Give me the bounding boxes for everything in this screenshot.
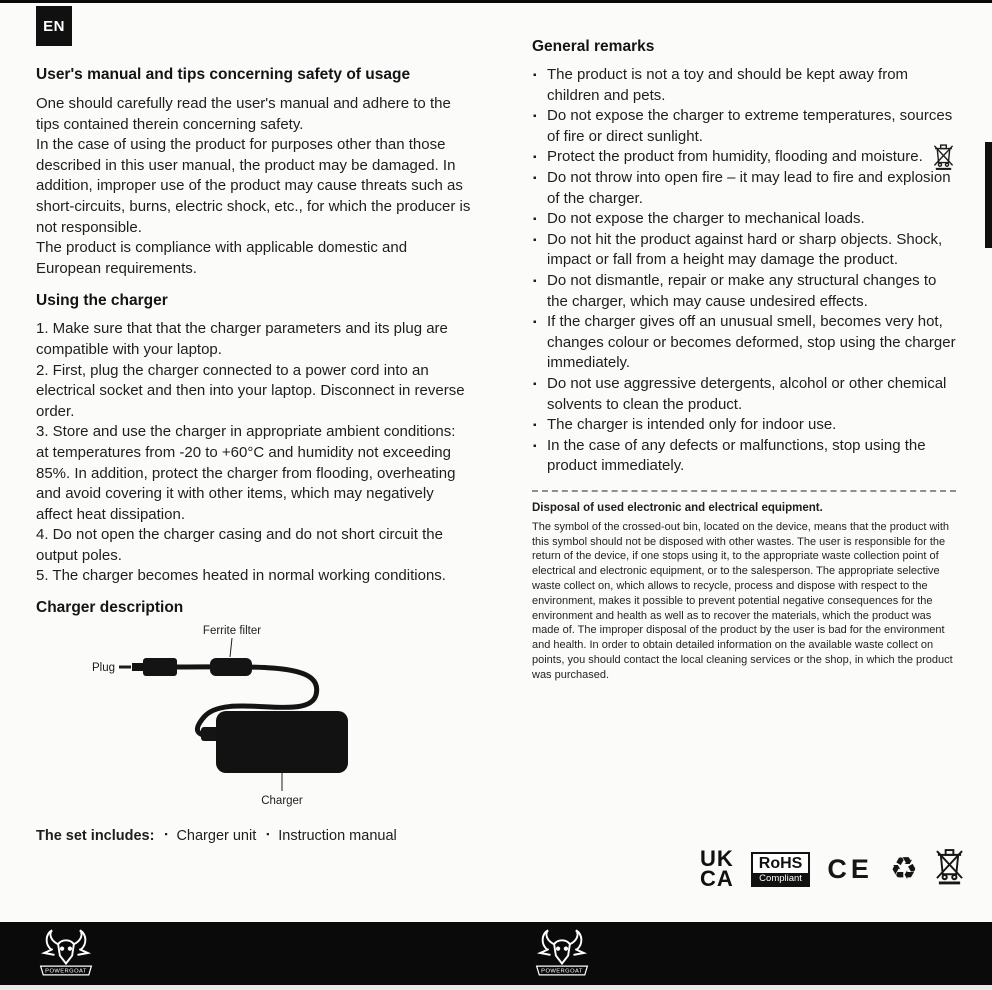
- footer-bar: [0, 922, 992, 985]
- compliance-marks-row: [700, 846, 964, 892]
- powergoat-logo: [38, 926, 94, 985]
- right-column: [532, 34, 960, 683]
- ukca-bottom-text: CA: [700, 866, 734, 891]
- plug-label: Plug: [92, 662, 116, 675]
- remark-item: ▪ The product is not a toy and should be kept away from children and pets.: [532, 65, 960, 106]
- rohs-text: RoHS: [758, 854, 803, 872]
- safety-paragraph: The product is compliance with applicable domestic and European requirements.: [36, 239, 408, 277]
- set-item: ▪ Charger unit: [164, 828, 256, 844]
- recycle-icon: ♻: [889, 850, 918, 887]
- step-item: 4. Do not open the charger casing and do not short circuit the output poles.: [36, 526, 443, 564]
- set-item: ▪ Instruction manual: [266, 828, 396, 844]
- general-remarks-list: [532, 65, 960, 477]
- remark-item: ▪ Do not expose the charger to mechanical loads.: [532, 209, 960, 230]
- remark-item: ▪ If the charger gives off an unusual smell, becomes very hot, changes colour or becomes deformed, stop using the charger immediately.: [532, 312, 960, 374]
- using-charger-steps: [36, 319, 472, 587]
- powergoat-brand-text: POWERGOAT: [541, 968, 583, 975]
- using-charger-heading: Using the charger: [36, 292, 168, 310]
- safety-paragraph: One should carefully read the user's manual and adhere to the tips contained therein concerning safety.: [36, 95, 451, 133]
- step-item: 5. The charger becomes heated in normal working conditions.: [36, 567, 446, 585]
- remark-item: ▪ Do not expose the charger to extreme temperatures, sources of fire or direct sunlight.: [532, 106, 960, 147]
- general-remarks-heading: General remarks: [532, 38, 655, 55]
- remark-item: ▪ Do not hit the product against hard or sharp objects. Shock, impact or fall from a height may damage the product.: [532, 230, 960, 271]
- dashed-divider: [532, 490, 956, 492]
- remark-item: ▪ Do not dismantle, repair or make any structural changes to the charger, which may cause undesired effects.: [532, 271, 960, 312]
- rohs-compliant-text: Compliant: [753, 873, 809, 885]
- step-item: 3. Store and use the charger in appropriate ambient conditions: at temperatures from -20 to +60°C and humidity not exceeding 85%. In addition, protect the charger from flooding, overheating and avoid covering it with other items, which may negatively affect heat dissipation.: [36, 423, 456, 523]
- charger-brick-shape: [216, 711, 348, 773]
- step-item: 2. First, plug the charger connected to a power cord into an electrical socket and then into your laptop. Disconnect in reverse order.: [36, 361, 465, 420]
- step-item: 1. Make sure that that the charger parameters and its plug are compatible with your laptop.: [36, 320, 448, 358]
- ce-mark: CE: [827, 853, 873, 884]
- ukca-top-text: UK: [700, 845, 734, 871]
- charger-diagram: [64, 621, 472, 818]
- plug-shape: [132, 658, 177, 676]
- safety-paragraph: In the case of using the product for purposes other than those described in this user manual, the product may be damaged. In addition, improper use of the product may cause threats such as short-circuits, burns, electric shock, etc., for which the producer is not responsible.: [36, 136, 471, 236]
- powergoat-logo: [534, 926, 590, 985]
- remark-item: ▪ The charger is intended only for indoor use.: [532, 415, 960, 436]
- disposal-heading: Disposal of used electronic and electrical equipment.: [532, 501, 823, 514]
- disposal-body: The symbol of the crossed-out bin, located on the device, means that the product with this symbol should not be disposed with other wastes. The user is responsible for the return of the device, if one stops using it, to the appropriate waste collection point of electrical and electronic equipment, or to the salesperson. The appropriate selective waste collect on, which allows to recycle, process and dispose with respect to the environment, makes it possible to prevent potential negative consequences for the environment and health as well as to recover the materials, which the product was made of. The improper disposal of the product by the user is bad for the environment and health. In order to obtain detailed information on the available waste collect on points, you should contact the local cleaning services or the shop, in which the product was purchased.: [532, 520, 953, 681]
- language-badge: EN: [36, 6, 72, 46]
- remark-item: ▪ Protect the product from humidity, flooding and moisture.: [532, 147, 960, 168]
- scan-bottom-edge: [0, 985, 992, 990]
- remark-item: ▪ In the case of any defects or malfunctions, stop using the product immediately.: [532, 436, 960, 477]
- set-includes-row: [36, 828, 472, 844]
- charger-label: Charger: [261, 795, 303, 808]
- left-column: [36, 60, 472, 844]
- ukca-mark: [700, 845, 734, 891]
- ferrite-shape: [210, 658, 252, 676]
- safety-heading: User's manual and tips concerning safety of usage: [36, 66, 411, 83]
- weee-bin-icon: [935, 847, 964, 891]
- remark-item: ▪ Do not use aggressive detergents, alcohol or other chemical solvents to clean the product.: [532, 374, 960, 415]
- remark-item: ▪ Do not throw into open fire – it may lead to fire and explosion of the charger.: [532, 168, 960, 209]
- set-includes-label: The set includes:: [36, 828, 155, 845]
- charger-description-heading: Charger description: [36, 599, 184, 617]
- ferrite-filter-label: Ferrite filter: [202, 625, 262, 638]
- scan-top-edge: [0, 0, 992, 3]
- rohs-mark: [751, 852, 811, 887]
- scan-right-edge-artifact: [985, 142, 992, 248]
- powergoat-brand-text: POWERGOAT: [45, 968, 87, 975]
